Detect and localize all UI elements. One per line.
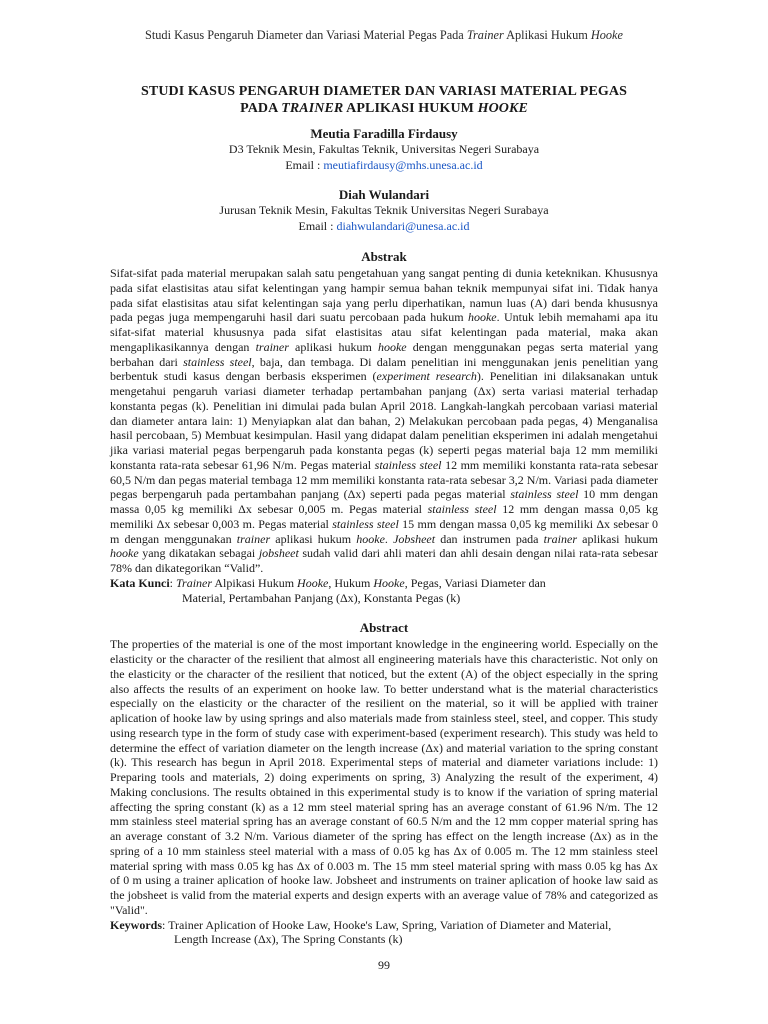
author-email-line bbox=[110, 219, 658, 235]
author-name: Meutia Faradilla Firdausy bbox=[310, 126, 458, 141]
keywords bbox=[110, 918, 658, 948]
title-line-1: STUDI KASUS PENGARUH DIAMETER DAN VARIASI MATERIAL PEGAS bbox=[141, 84, 627, 99]
paper-body bbox=[110, 83, 658, 947]
title-line-2-prefix: PADA bbox=[240, 101, 282, 116]
email-label: Email : bbox=[285, 157, 324, 172]
abstrak-heading: Abstrak bbox=[361, 249, 407, 264]
running-head-italic-trainer: Trainer bbox=[466, 28, 504, 42]
author-affiliation: Jurusan Teknik Mesin, Fakultas Teknik Universitas Negeri Surabaya bbox=[219, 203, 549, 217]
keywords-line-2: Length Increase (Δx), The Spring Constants (k) bbox=[174, 932, 403, 947]
abstrak-paragraph: Sifat-sifat pada material merupakan salah satu pengetahuan yang sangat penting di dunia keteknikan. Khususnya pada sifat elastisitas atau sifat kelentingan yang hampir semua bahan teknik mempunyai sifat ini. Tidak hanya pada sifat elastisitas atau sifat kelentingan saja yang perlu diperhatikan, namun luas (A) dari benda khususnya pada pegas juga mempengaruhi hasil dari suatu percobaan pada hukum hooke. Untuk lebih memahami apa itu sifat-sifat material khususnya pada sifat elastisitas atau sifat kelentingan pada material, maka akan mengaplikasikannya dengan trainer aplikasi hukum hooke dengan menggunakan pegas serta material yang berbahan dari stainless steel, baja, dan tembaga. Di dalam penelitian ini menggunakan jenis penelitian yang berbentuk studi kasus dengan berbasis eksperimen (experiment research). Penelitian ini dilaksanakan untuk mengetahui pengaruh variasi diameter terhadap pertambahan panjang (Δx) serta variasi material terhadap konstanta pegas (k). Penelitian ini dimulai pada bulan April 2018. Langkah-langkah percobaan variasi material dan diameter antara lain: 1) Menyiapkan alat dan bahan, 2) Melakukan percobaan pada pegas, 4) Menganalisa hasil percobaan, 5) Membuat kesimpulan. Hasil yang didapat dalam penelitian eksperimen ini adalah mengetahui jika variasi material pegas berpengaruh pada konstanta pegas (k) seperti pegas material baja 12 mm memiliki konstanta rata-rata sebesar 61,96 N/m. Pegas material stainless steel 12 mm memiliki konstanta rata-rata sebesar 60,5 N/m dan pegas material tembaga 12 mm memiliki konstanta rata-rata sebesar 3,2 N/m. Variasi pada diameter pegas berpengaruh pada pertambahan panjang (Δx) seperti pada pegas material stainless steel 10 mm dengan massa 0,05 kg memiliki Δx sebesar 0,005 m. Pegas material stainless steel 12 mm dengan massa 0,05 kg memiliki Δx sebesar 0,003 m. Pegas material stainless steel 15 mm dengan massa 0,05 kg memiliki Δx sebesar 0 m dengan menggunakan trainer aplikasi hukum hooke. Jobsheet dan instrumen pada trainer aplikasi hukum hooke yang dikatakan sebagai jobsheet sudah valid dari ahli materi dan ahli desain dengan nilai rata-rata sebesar 78% dan dikategorikan “Valid”. bbox=[110, 266, 659, 575]
title-line-2-middle: APLIKASI HUKUM bbox=[343, 101, 478, 116]
author-email-link[interactable]: diahwulandari@unesa.ac.id bbox=[336, 218, 470, 233]
author-affiliation: D3 Teknik Mesin, Fakultas Teknik, Universitas Negeri Surabaya bbox=[228, 142, 540, 156]
keywords-line-1: : Trainer Aplication of Hooke Law, Hooke's Law, Spring, Variation of Diameter and Material, bbox=[162, 917, 612, 932]
title-italic-trainer: TRAINER bbox=[281, 101, 344, 116]
author-email-link[interactable]: meutiafirdausy@mhs.unesa.ac.id bbox=[323, 157, 483, 172]
page-number: 99 bbox=[378, 958, 390, 972]
abstract-paragraph: The properties of the material is one of the most important knowledge in the engineering world. Especially on the elasticity or the character of the resilient that almost all engineering materials have this characteristic. Not only on the elasticity or the character of the resilient that noticed, but the extent (A) of the object especially in the spring also affects the results of an experiment on hooke law. To better understand what is the material characteristics especially on the elasticity or the character of the resilient on the material, so it will be applied with trainer aplication of hooke law by using springs and also materials made from stainless steel, steel, and copper. This study using research type in the form of study case with experiment-based (experiment research). This study was held to determine the effect of variation diameter on the length increase (Δx) and material variation to the spring constant (k). This research has begun in April 2018. Experimental steps of material and diameter variations include: 1) Preparing tools and materials, 2) doing experiments on spring, 3) Analyzing the result of the experiment, 4) Making conclusions. The results obtained in this experimental study is to know if the variation of spring material affecting the spring constant (k) as a 12 mm steel material spring has an average constant of 61.96 N/m. The 12 mm stainless steel material spring has an average constant of 60.5 N/m and the 12 mm copper material spring has an average constant of 3.2 N/m. Various diameter of the spring has effect on the length increase (Δx) as in the spring of a 10 mm stainless steel material with a mass of 0.05 kg has Δx of 0.005 m. The 12 mm stainless steel material spring with mass 0.05 kg has Δx of 0.003 m. The 15 mm steel material spring with mass 0.05 kg has Δx of 0 m using a trainer aplication of hooke law. Jobsheet and instruments on trainer aplication of hooke law said as the jobsheet is valid from the material experts and design experts with an average value of 78% and categorized as "Valid". bbox=[110, 637, 658, 917]
keywords-label: Keywords bbox=[110, 917, 162, 932]
running-head-text-middle: Aplikasi Hukum bbox=[503, 28, 591, 42]
email-label: Email : bbox=[298, 218, 337, 233]
paper-title bbox=[110, 83, 658, 117]
running-head-italic-hooke: Hooke bbox=[590, 28, 623, 42]
author-name: Diah Wulandari bbox=[338, 187, 430, 202]
kata-kunci-line-1: : Trainer Alpikasi Hukum Hooke, Hukum Hooke, Pegas, Variasi Diameter dan bbox=[169, 575, 546, 590]
kata-kunci bbox=[110, 576, 658, 606]
kata-kunci-label: Kata Kunci bbox=[110, 575, 170, 590]
kata-kunci-line-2: Material, Pertambahan Panjang (Δx), Konstanta Pegas (k) bbox=[182, 590, 461, 605]
title-italic-hooke: HOOKE bbox=[477, 101, 528, 116]
running-head bbox=[0, 28, 768, 43]
author-email-line bbox=[110, 158, 658, 174]
running-head-text: Studi Kasus Pengaruh Diameter dan Variasi Material Pegas Pada bbox=[145, 28, 467, 42]
abstract-heading: Abstract bbox=[359, 620, 409, 636]
